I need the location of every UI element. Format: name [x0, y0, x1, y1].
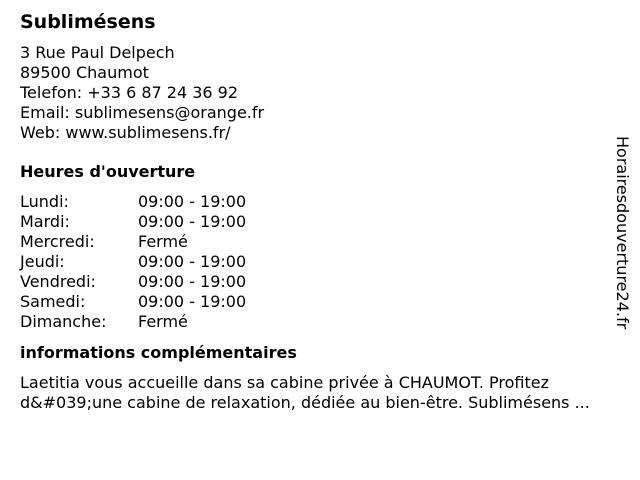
hours-row-tuesday — [20, 212, 600, 232]
business-name: Sublimésens — [20, 11, 156, 33]
email-line: Email: sublimesens@orange.fr — [20, 103, 265, 122]
hours-row-monday — [20, 192, 600, 212]
day-hours: Fermé — [138, 312, 188, 331]
postal-city: 89500 Chaumot — [20, 63, 149, 82]
opening-hours-list — [20, 192, 600, 332]
hours-row-wednesday — [20, 232, 600, 252]
additional-info-heading: informations complémentaires — [20, 343, 297, 362]
hours-row-saturday — [20, 292, 600, 312]
hours-row-friday — [20, 272, 600, 292]
additional-info-text: Laetitia vous accueille dans sa cabine privée à CHAUMOT. Profitez d&#039;une cabine de relaxation, dédiée au bien-être. Sublimésens ... — [20, 373, 590, 412]
day-label: Mercredi: — [20, 232, 95, 251]
street-address: 3 Rue Paul Delpech — [20, 43, 175, 62]
day-hours: 09:00 - 19:00 — [138, 292, 247, 311]
opening-hours-heading: Heures d'ouverture — [20, 162, 196, 181]
phone-line: Telefon: +33 6 87 24 36 92 — [20, 83, 239, 102]
day-label: Samedi: — [20, 292, 86, 311]
hours-row-sunday — [20, 312, 600, 332]
website-line: Web: www.sublimesens.fr/ — [20, 123, 231, 142]
day-label: Vendredi: — [20, 272, 96, 291]
day-label: Jeudi: — [20, 252, 65, 271]
day-hours: 09:00 - 19:00 — [138, 192, 247, 211]
day-label: Mardi: — [20, 212, 70, 231]
day-hours: Fermé — [138, 232, 188, 251]
day-label: Lundi: — [20, 192, 69, 211]
hours-row-thursday — [20, 252, 600, 272]
day-hours: 09:00 - 19:00 — [138, 212, 247, 231]
site-watermark: Horairesdouverture24.fr — [613, 136, 632, 330]
day-hours: 09:00 - 19:00 — [138, 272, 247, 291]
day-hours: 09:00 - 19:00 — [138, 252, 247, 271]
business-card — [20, 10, 600, 413]
contact-details — [20, 43, 600, 143]
day-label: Dimanche: — [20, 312, 107, 331]
